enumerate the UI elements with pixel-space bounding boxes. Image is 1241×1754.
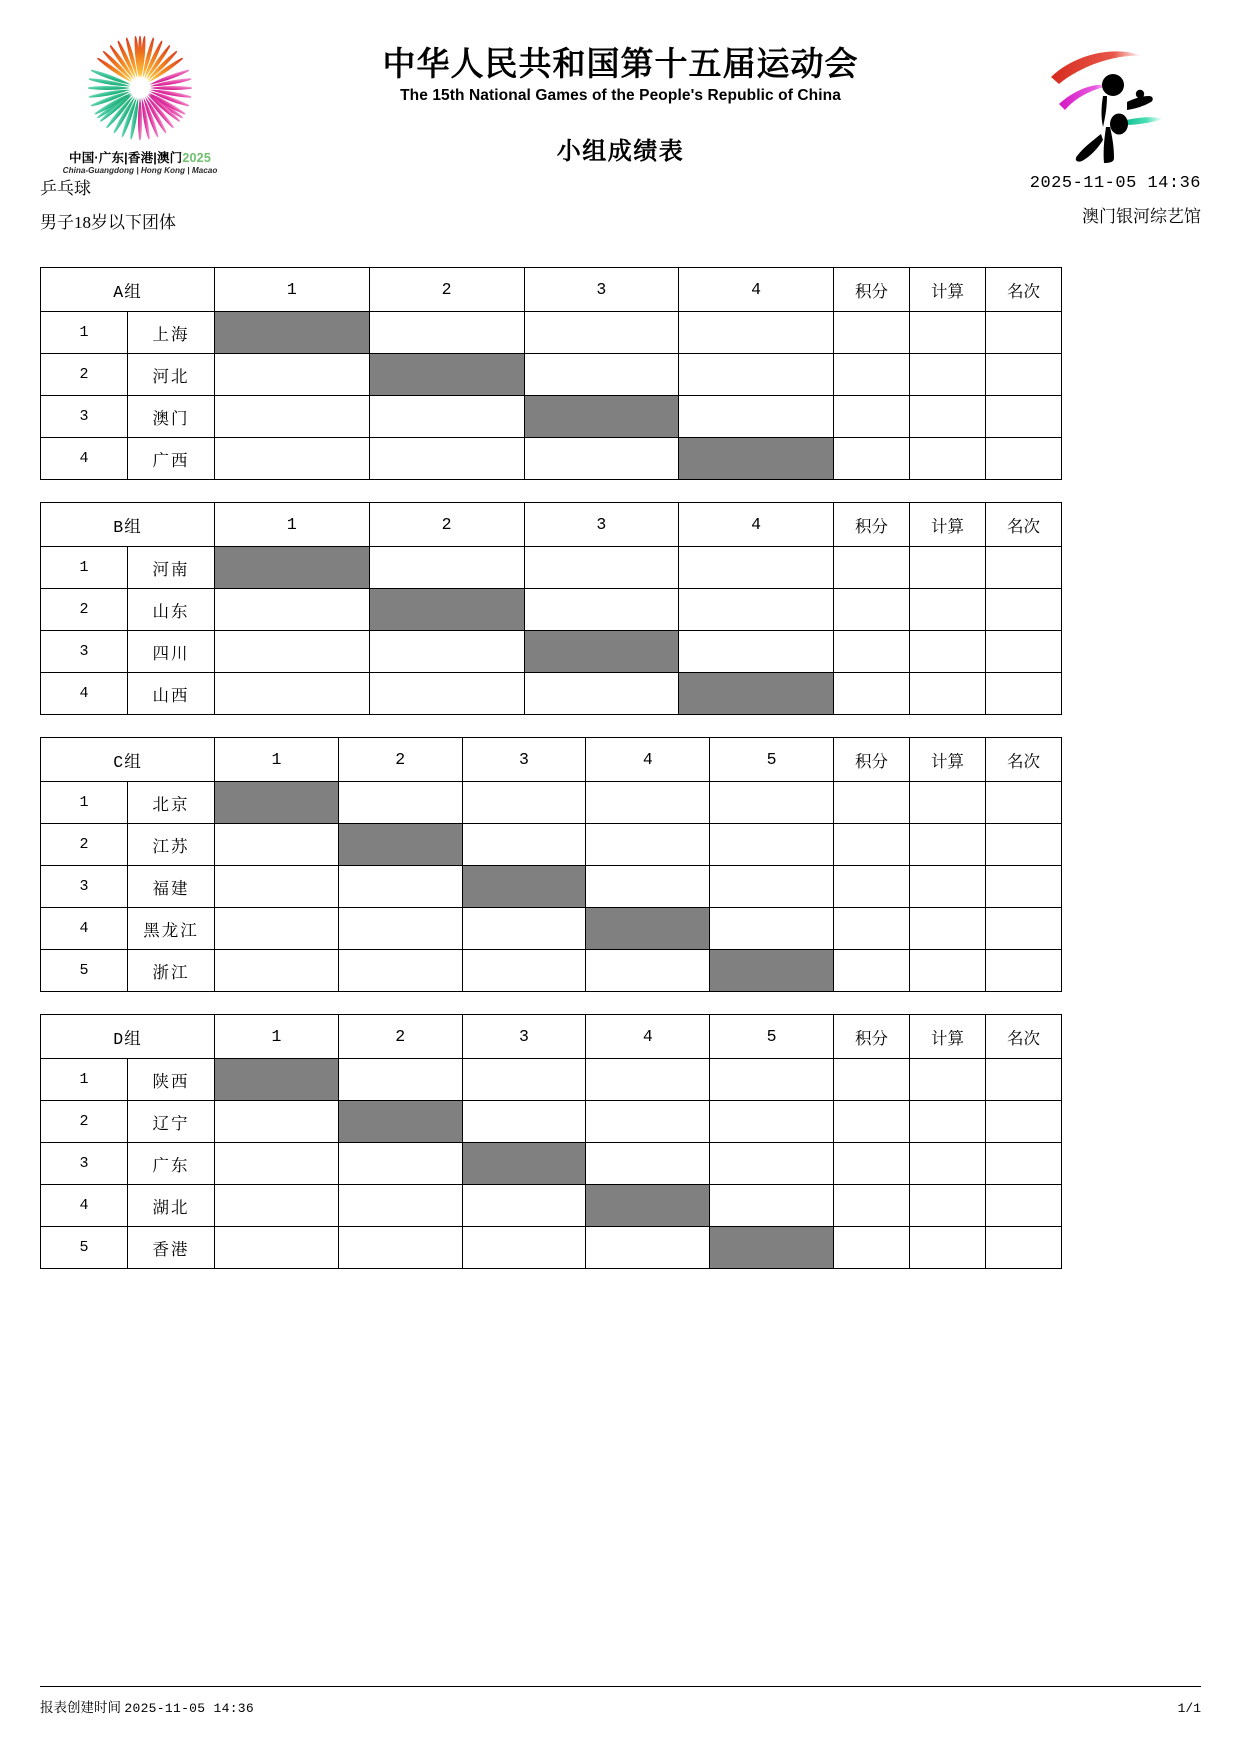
table-row [41,824,1062,866]
match-result-cell[interactable] [586,866,710,908]
calc-cell[interactable] [910,589,986,631]
calc-cell[interactable] [910,631,986,673]
row-seq: 4 [41,908,128,950]
column-header-opponent: 5 [710,738,834,782]
rank-cell[interactable] [986,673,1062,715]
table-row [41,396,1062,438]
match-result-cell[interactable] [586,782,710,824]
table-header-row [41,1015,1062,1059]
group-table-b [40,502,1062,715]
match-result-cell[interactable] [586,1101,710,1143]
diagonal-blocked-cell [462,1143,586,1185]
rank-cell[interactable] [986,438,1062,480]
diagonal-blocked-cell [679,438,834,480]
group-name-cell: A组 [41,268,215,312]
table-row [41,589,1062,631]
rank-cell[interactable] [985,1059,1061,1101]
match-result-cell[interactable] [710,782,834,824]
match-result-cell[interactable] [524,438,679,480]
column-header-opponent: 3 [462,738,586,782]
match-result-cell[interactable] [215,396,370,438]
report-created-label: 报表创建时间 [40,1700,121,1715]
emblem-year: 2025 [182,151,211,165]
match-result-cell[interactable] [369,312,524,354]
footer-divider [40,1686,1201,1687]
points-cell[interactable] [833,1227,909,1269]
calc-cell[interactable] [909,1185,985,1227]
column-header-opponent: 3 [524,268,679,312]
rank-cell[interactable] [986,354,1062,396]
table-row [41,1059,1062,1101]
column-header-points: 积分 [833,1015,909,1059]
table-row [41,1227,1062,1269]
column-header-opponent: 2 [338,1015,462,1059]
venue-name: 澳门银河综艺馆 [1082,207,1201,226]
points-cell[interactable] [833,1101,909,1143]
group-name-cell: C组 [41,738,215,782]
match-result-cell[interactable] [462,908,586,950]
calc-cell[interactable] [909,824,985,866]
match-result-cell[interactable] [679,631,834,673]
column-header-opponent: 2 [369,503,524,547]
table-row [41,782,1062,824]
calc-cell[interactable] [909,1227,985,1269]
event-name: 男子18岁以下团体 [40,213,176,232]
match-result-cell[interactable] [586,1143,710,1185]
column-header-opponent: 1 [215,503,370,547]
points-cell[interactable] [833,1185,909,1227]
table-row [41,866,1062,908]
match-result-cell[interactable] [679,547,834,589]
diagonal-blocked-cell [586,908,710,950]
row-team-name: 陕西 [128,1059,215,1101]
rank-cell[interactable] [985,1101,1061,1143]
page-header [0,0,1241,190]
column-header-calc: 计算 [910,503,986,547]
points-cell[interactable] [834,438,910,480]
match-result-cell[interactable] [524,673,679,715]
diagonal-blocked-cell [710,1227,834,1269]
column-header-points: 积分 [834,268,910,312]
match-result-cell[interactable] [462,1227,586,1269]
points-cell[interactable] [833,866,909,908]
points-cell[interactable] [834,547,910,589]
column-header-opponent: 2 [338,738,462,782]
match-result-cell[interactable] [710,1059,834,1101]
match-result-cell[interactable] [462,1101,586,1143]
match-result-cell[interactable] [338,1143,462,1185]
rank-cell[interactable] [985,782,1061,824]
column-header-points: 积分 [834,503,910,547]
column-header-points: 积分 [833,738,909,782]
row-team-name: 上海 [128,312,215,354]
column-header-rank: 名次 [986,268,1062,312]
calc-cell[interactable] [909,908,985,950]
points-cell[interactable] [833,824,909,866]
diagonal-blocked-cell [369,354,524,396]
match-result-cell[interactable] [586,1059,710,1101]
row-team-name: 辽宁 [128,1101,215,1143]
row-team-name: 广西 [128,438,215,480]
rank-cell[interactable] [985,824,1061,866]
match-result-cell[interactable] [462,950,586,992]
match-result-cell[interactable] [524,547,679,589]
rank-cell[interactable] [986,396,1062,438]
table-header-row [41,268,1062,312]
table-row [41,547,1062,589]
sport-name: 乒乓球 [40,179,91,198]
row-seq: 1 [41,312,128,354]
row-team-name: 四川 [128,631,215,673]
column-header-opponent: 1 [215,1015,339,1059]
match-result-cell[interactable] [586,950,710,992]
diagonal-blocked-cell [586,1185,710,1227]
group-name-cell: D组 [41,1015,215,1059]
rank-cell[interactable] [986,312,1062,354]
match-result-cell[interactable] [462,1059,586,1101]
table-row [41,1143,1062,1185]
points-cell[interactable] [833,908,909,950]
subheader [0,174,1241,233]
table-row [41,950,1062,992]
row-seq: 3 [41,866,128,908]
match-result-cell[interactable] [338,866,462,908]
match-result-cell[interactable] [679,396,834,438]
row-team-name: 北京 [128,782,215,824]
row-seq: 5 [41,950,128,992]
group-name-cell: B组 [41,503,215,547]
match-result-cell[interactable] [215,866,339,908]
rank-cell[interactable] [985,1185,1061,1227]
match-result-cell[interactable] [710,1143,834,1185]
match-result-cell[interactable] [710,866,834,908]
match-result-cell[interactable] [338,1059,462,1101]
calc-cell[interactable] [909,1059,985,1101]
rank-cell[interactable] [986,547,1062,589]
rank-cell[interactable] [985,908,1061,950]
match-result-cell[interactable] [215,589,370,631]
column-header-opponent: 3 [462,1015,586,1059]
match-result-cell[interactable] [215,438,370,480]
rank-cell[interactable] [985,866,1061,908]
column-header-opponent: 4 [586,738,710,782]
page-title-cn: 中华人民共和国第十五届运动会 [382,45,859,82]
row-team-name: 河北 [128,354,215,396]
calc-cell[interactable] [910,396,986,438]
calc-cell[interactable] [910,354,986,396]
match-result-cell[interactable] [679,312,834,354]
match-result-cell[interactable] [369,396,524,438]
match-result-cell[interactable] [369,673,524,715]
calc-cell[interactable] [909,950,985,992]
column-header-opponent: 1 [215,268,370,312]
match-result-cell[interactable] [524,354,679,396]
match-result-cell[interactable] [338,1185,462,1227]
match-result-cell[interactable] [710,1101,834,1143]
diagonal-blocked-cell [524,631,679,673]
column-header-calc: 计算 [909,738,985,782]
calc-cell[interactable] [910,438,986,480]
row-seq: 2 [41,1101,128,1143]
calc-cell[interactable] [910,673,986,715]
points-cell[interactable] [834,589,910,631]
match-result-cell[interactable] [710,1185,834,1227]
title-block [240,26,1001,166]
subheader-right [1030,174,1201,233]
match-result-cell[interactable] [338,908,462,950]
diagonal-blocked-cell [710,950,834,992]
rank-cell[interactable] [986,589,1062,631]
column-header-opponent: 3 [524,503,679,547]
page-footer [40,1686,1201,1716]
calc-cell[interactable] [909,782,985,824]
row-seq: 1 [41,547,128,589]
row-team-name: 香港 [128,1227,215,1269]
row-team-name: 湖北 [128,1185,215,1227]
column-header-rank: 名次 [986,503,1062,547]
rank-cell[interactable] [985,1227,1061,1269]
match-result-cell[interactable] [710,908,834,950]
sport-pictogram [1001,26,1201,172]
table-row [41,312,1062,354]
match-result-cell[interactable] [524,312,679,354]
column-header-opponent: 5 [710,1015,834,1059]
points-cell[interactable] [833,1143,909,1185]
diagonal-blocked-cell [215,1059,339,1101]
page-title-en: The 15th National Games of the People's Republic of China [400,86,841,104]
column-header-opponent: 4 [586,1015,710,1059]
column-header-opponent: 1 [215,738,339,782]
row-seq: 1 [41,782,128,824]
row-team-name: 广东 [128,1143,215,1185]
calc-cell[interactable] [910,312,986,354]
row-team-name: 山西 [128,673,215,715]
match-result-cell[interactable] [369,438,524,480]
row-seq: 2 [41,354,128,396]
diagonal-blocked-cell [524,396,679,438]
points-cell[interactable] [833,1059,909,1101]
match-result-cell[interactable] [338,950,462,992]
row-team-name: 福建 [128,866,215,908]
match-result-cell[interactable] [338,782,462,824]
row-seq: 4 [41,673,128,715]
points-cell[interactable] [834,354,910,396]
diagonal-blocked-cell [338,1101,462,1143]
group-table-d [40,1014,1062,1269]
row-seq: 4 [41,438,128,480]
diagonal-blocked-cell [215,312,370,354]
row-team-name: 河南 [128,547,215,589]
fireworks-emblem-icon [65,30,215,150]
row-seq: 3 [41,1143,128,1185]
points-cell[interactable] [833,950,909,992]
report-created [40,1696,254,1716]
match-result-cell[interactable] [215,1227,339,1269]
calc-cell[interactable] [909,1101,985,1143]
subheader-left [40,174,176,233]
page-number: 1/1 [1177,1701,1201,1716]
match-result-cell[interactable] [586,1227,710,1269]
table-row [41,354,1062,396]
row-seq: 3 [41,396,128,438]
row-team-name: 澳门 [128,396,215,438]
points-cell[interactable] [833,782,909,824]
group-table-a [40,267,1062,480]
table-row [41,1185,1062,1227]
calc-cell[interactable] [909,866,985,908]
points-cell[interactable] [834,631,910,673]
emblem-caption-cn: 中国·广东|香港|澳门2025 [69,151,211,165]
column-header-opponent: 4 [679,503,834,547]
match-result-cell[interactable] [369,547,524,589]
rank-cell[interactable] [985,1143,1061,1185]
match-result-cell[interactable] [215,1101,339,1143]
row-team-name: 山东 [128,589,215,631]
group-tables [0,267,1241,1269]
rank-cell[interactable] [985,950,1061,992]
diagonal-blocked-cell [462,866,586,908]
table-header-row [41,503,1062,547]
points-cell[interactable] [834,673,910,715]
report-title: 小组成绩表 [556,137,685,165]
row-team-name: 黑龙江 [128,908,215,950]
match-result-cell[interactable] [215,824,339,866]
match-result-cell[interactable] [215,673,370,715]
match-result-cell[interactable] [215,354,370,396]
row-seq: 2 [41,589,128,631]
diagonal-blocked-cell [338,824,462,866]
table-tennis-pictogram-icon [1041,32,1201,172]
table-row [41,1101,1062,1143]
row-seq: 4 [41,1185,128,1227]
match-result-cell[interactable] [462,1185,586,1227]
table-row [41,673,1062,715]
row-seq: 2 [41,824,128,866]
table-header-row [41,738,1062,782]
group-table-c [40,737,1062,992]
rank-cell[interactable] [986,631,1062,673]
match-result-cell[interactable] [338,1227,462,1269]
match-result-cell[interactable] [679,589,834,631]
points-cell[interactable] [834,312,910,354]
games-emblem [40,26,240,175]
column-header-opponent: 2 [369,268,524,312]
table-row [41,908,1062,950]
diagonal-blocked-cell [215,782,339,824]
match-result-cell[interactable] [215,1185,339,1227]
match-result-cell[interactable] [215,950,339,992]
match-result-cell[interactable] [215,908,339,950]
column-header-opponent: 4 [679,268,834,312]
report-created-time: 2025-11-05 14:36 [124,1701,254,1716]
calc-cell[interactable] [909,1143,985,1185]
column-header-rank: 名次 [985,738,1061,782]
points-cell[interactable] [834,396,910,438]
match-result-cell[interactable] [524,589,679,631]
match-result-cell[interactable] [710,824,834,866]
match-result-cell[interactable] [215,631,370,673]
column-header-calc: 计算 [909,1015,985,1059]
row-team-name: 浙江 [128,950,215,992]
match-result-cell[interactable] [215,1143,339,1185]
diagonal-blocked-cell [215,547,370,589]
match-result-cell[interactable] [586,824,710,866]
diagonal-blocked-cell [679,673,834,715]
emblem-caption-en: China-Guangdong | Hong Kong | Macao [62,166,218,176]
column-header-rank: 名次 [985,1015,1061,1059]
row-seq: 5 [41,1227,128,1269]
session-datetime: 2025-11-05 14:36 [1029,174,1201,193]
table-row [41,631,1062,673]
match-result-cell[interactable] [369,631,524,673]
table-row [41,438,1062,480]
calc-cell[interactable] [910,547,986,589]
column-header-calc: 计算 [910,268,986,312]
row-team-name: 江苏 [128,824,215,866]
match-result-cell[interactable] [679,354,834,396]
match-result-cell[interactable] [462,824,586,866]
match-result-cell[interactable] [462,782,586,824]
row-seq: 3 [41,631,128,673]
diagonal-blocked-cell [369,589,524,631]
row-seq: 1 [41,1059,128,1101]
